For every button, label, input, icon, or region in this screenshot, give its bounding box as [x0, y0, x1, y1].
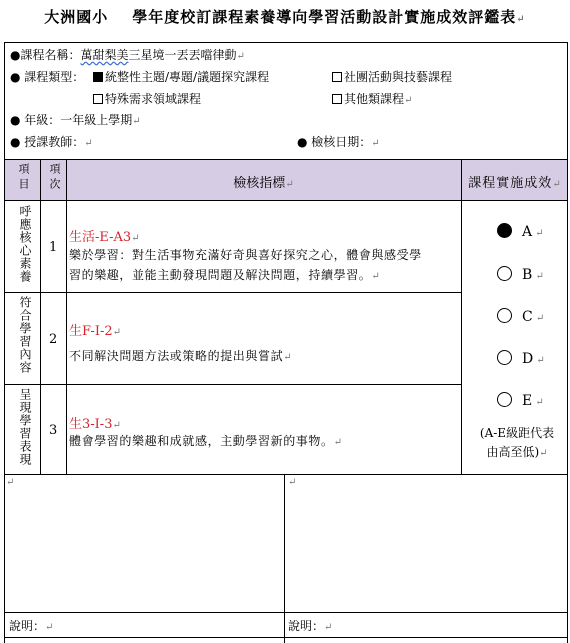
- course-name: 三星境一丟丟噹律動: [128, 48, 237, 62]
- course-name-row: ●課程名稱：萬甜梨美三星境一丟丟噹律動↵: [10, 48, 245, 62]
- rating-option-b[interactable]: B ↵: [497, 266, 544, 283]
- header-indicator: 檢核指標↵: [233, 176, 294, 191]
- radio-selected-icon[interactable]: [497, 223, 512, 238]
- checkbox-icon[interactable]: [332, 94, 342, 104]
- rating-option-c[interactable]: C ↵: [497, 308, 544, 325]
- radio-icon[interactable]: [497, 350, 512, 365]
- header-item: 項目: [17, 163, 30, 193]
- rating-option-a[interactable]: A ↵: [497, 223, 544, 240]
- header-result: 課程實施成效↵: [468, 176, 562, 191]
- course-type-label: ● 課程類型：: [10, 70, 85, 84]
- checkbox-checked-icon[interactable]: [93, 72, 103, 82]
- checkbox-icon[interactable]: [332, 72, 342, 82]
- course-name-highlight: 萬甜梨美: [80, 48, 129, 62]
- rating-note: (A-E級距代表 由高至低)↵: [479, 426, 555, 459]
- indicator-description: 樂於學習：對生活事物充滿好奇與喜好探究之心，體會與感受學 習的樂趣，並能主動發現問題及解決問題，持續學習。↵: [69, 248, 422, 282]
- radio-icon[interactable]: [497, 392, 512, 407]
- course-type-row: [10, 68, 84, 85]
- rating-option-d[interactable]: D ↵: [497, 350, 545, 367]
- grade-row: ● 年級：一年級上學期↵: [10, 113, 141, 127]
- rating-option-e[interactable]: E ↵: [497, 392, 544, 409]
- type-option-integrated[interactable]: 統整性主題/專題/議題探究課程: [93, 68, 269, 85]
- indicator-code: 生活-E-A3↵: [69, 230, 140, 245]
- check-date-row: ● 檢核日期：↵: [297, 135, 380, 149]
- radio-icon[interactable]: [497, 266, 512, 281]
- type-option-other[interactable]: 其他類課程↵: [332, 90, 412, 107]
- school-name: 大洲國小: [44, 8, 109, 26]
- row-number: 2: [49, 332, 58, 347]
- page-title: 大洲國小 學年度校訂課程素養導向學習活動設計實施成效評鑑表↵: [44, 8, 526, 26]
- header-order: 項次: [48, 163, 61, 193]
- radio-icon[interactable]: [497, 308, 512, 323]
- row-number: 1: [49, 240, 58, 255]
- photo-caption-left: 說明：↵: [9, 619, 54, 633]
- indicator-description: 不同解決問題方法或策略的提出與嘗試↵: [69, 349, 293, 363]
- teacher-row: ● 授課教師：↵: [10, 135, 93, 149]
- row-number: 3: [49, 423, 58, 438]
- checkbox-icon[interactable]: [93, 94, 103, 104]
- type-option-club[interactable]: 社團活動與技藝課程: [332, 68, 452, 85]
- indicator-code: 生3-I-3↵: [69, 417, 121, 432]
- photo-caption-right: 說明：↵: [288, 619, 333, 633]
- indicator-description: 體會學習的樂趣和成就感，主動學習新的事物。↵: [69, 434, 343, 448]
- type-option-special[interactable]: 特殊需求領域課程: [93, 90, 201, 107]
- row-category: 符合學習內容: [18, 296, 32, 374]
- row-category: 呈現學習表現: [18, 388, 32, 466]
- row-category: 呼應核心素養: [18, 205, 32, 283]
- form-title: 學年度校訂課程素養導向學習活動設計實施成效評鑑表: [132, 8, 517, 26]
- indicator-code: 生F-I-2↵: [69, 324, 122, 339]
